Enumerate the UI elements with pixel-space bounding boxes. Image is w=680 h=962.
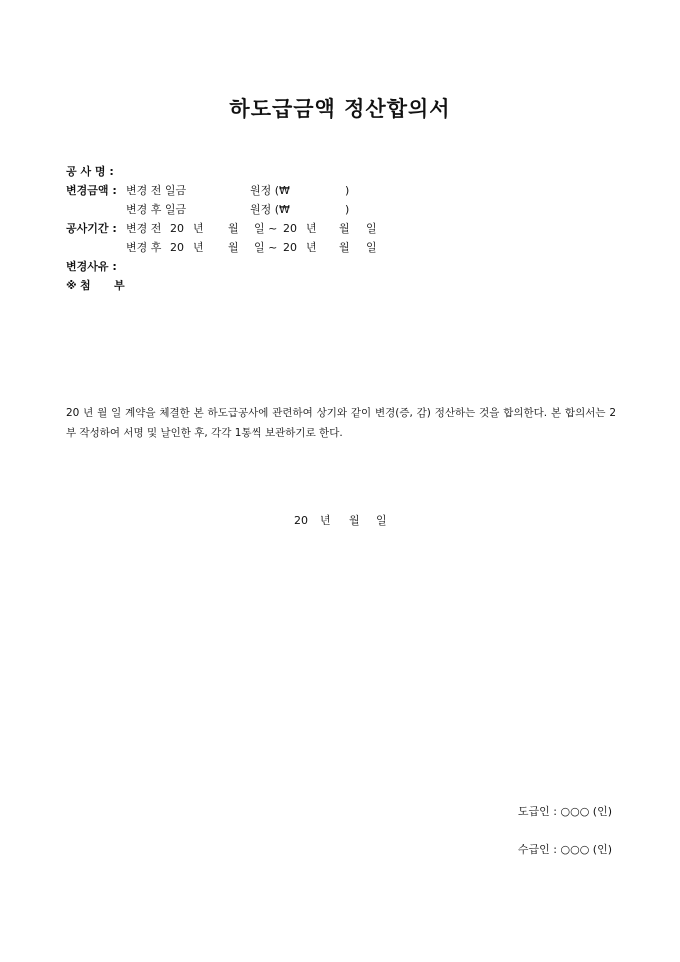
attachment-label-1: 첨 [80,279,91,292]
period-before-y1: 20 [170,222,184,235]
period-before-y2: 20 [283,222,297,235]
period-after-year: 년 [193,241,204,254]
period-after-month: 월 [228,241,239,254]
subcontractor-signature: 수급인 : ○○○ (인) [517,843,612,856]
period-before-year: 년 [193,222,204,235]
period-before-day-tilde: 일 ~ [254,222,278,235]
amount-before-won: 원정 (₩ [250,184,290,197]
amount-after-text: 변경 후 일금 [126,203,187,216]
project-name-label: 공 사 명 : [66,165,114,178]
period-before-month2: 월 [339,222,350,235]
attachment-label-2: 부 [114,279,125,292]
period-label: 공사기간 : [66,222,117,235]
agreement-body: 20 년 월 일 계약을 체결한 본 하도급공사에 관련하여 상기와 같이 변경(증, 감) 정산하는 것을 합의한다. 본 합의서는 2부 작성하여 서명 및 날인한 후, 각각 1통씩 보관하기로 한다. [66,407,616,439]
period-before-month: 월 [228,222,239,235]
period-after-prefix: 변경 후 [126,241,162,254]
period-after-day2: 일 [366,241,377,254]
period-after-month2: 월 [339,241,350,254]
period-before-day2: 일 [366,222,377,235]
change-reason-label: 변경사유 : [66,260,117,273]
date-month: 월 [349,514,360,527]
period-after-year2: 년 [306,241,317,254]
date-year: 년 [320,514,331,527]
period-after-day-tilde: 일 ~ [254,241,278,254]
contractor-signature: 도급인 : ○○○ (인) [517,805,612,818]
period-before-prefix: 변경 전 [126,222,162,235]
amount-before-close: ) [345,184,350,197]
amount-before-text: 변경 전 일금 [126,184,187,197]
date-day: 일 [376,514,387,527]
amount-after-won: 원정 (₩ [250,203,290,216]
period-before-year2: 년 [306,222,317,235]
amount-after-close: ) [345,203,350,216]
attachment-mark: ※ [66,279,77,292]
document-title: 하도급금액 정산합의서 [229,97,451,121]
period-after-y1: 20 [170,241,184,254]
amount-change-label: 변경금액 : [66,184,117,197]
date-year-prefix: 20 [294,514,308,527]
period-after-y2: 20 [283,241,297,254]
